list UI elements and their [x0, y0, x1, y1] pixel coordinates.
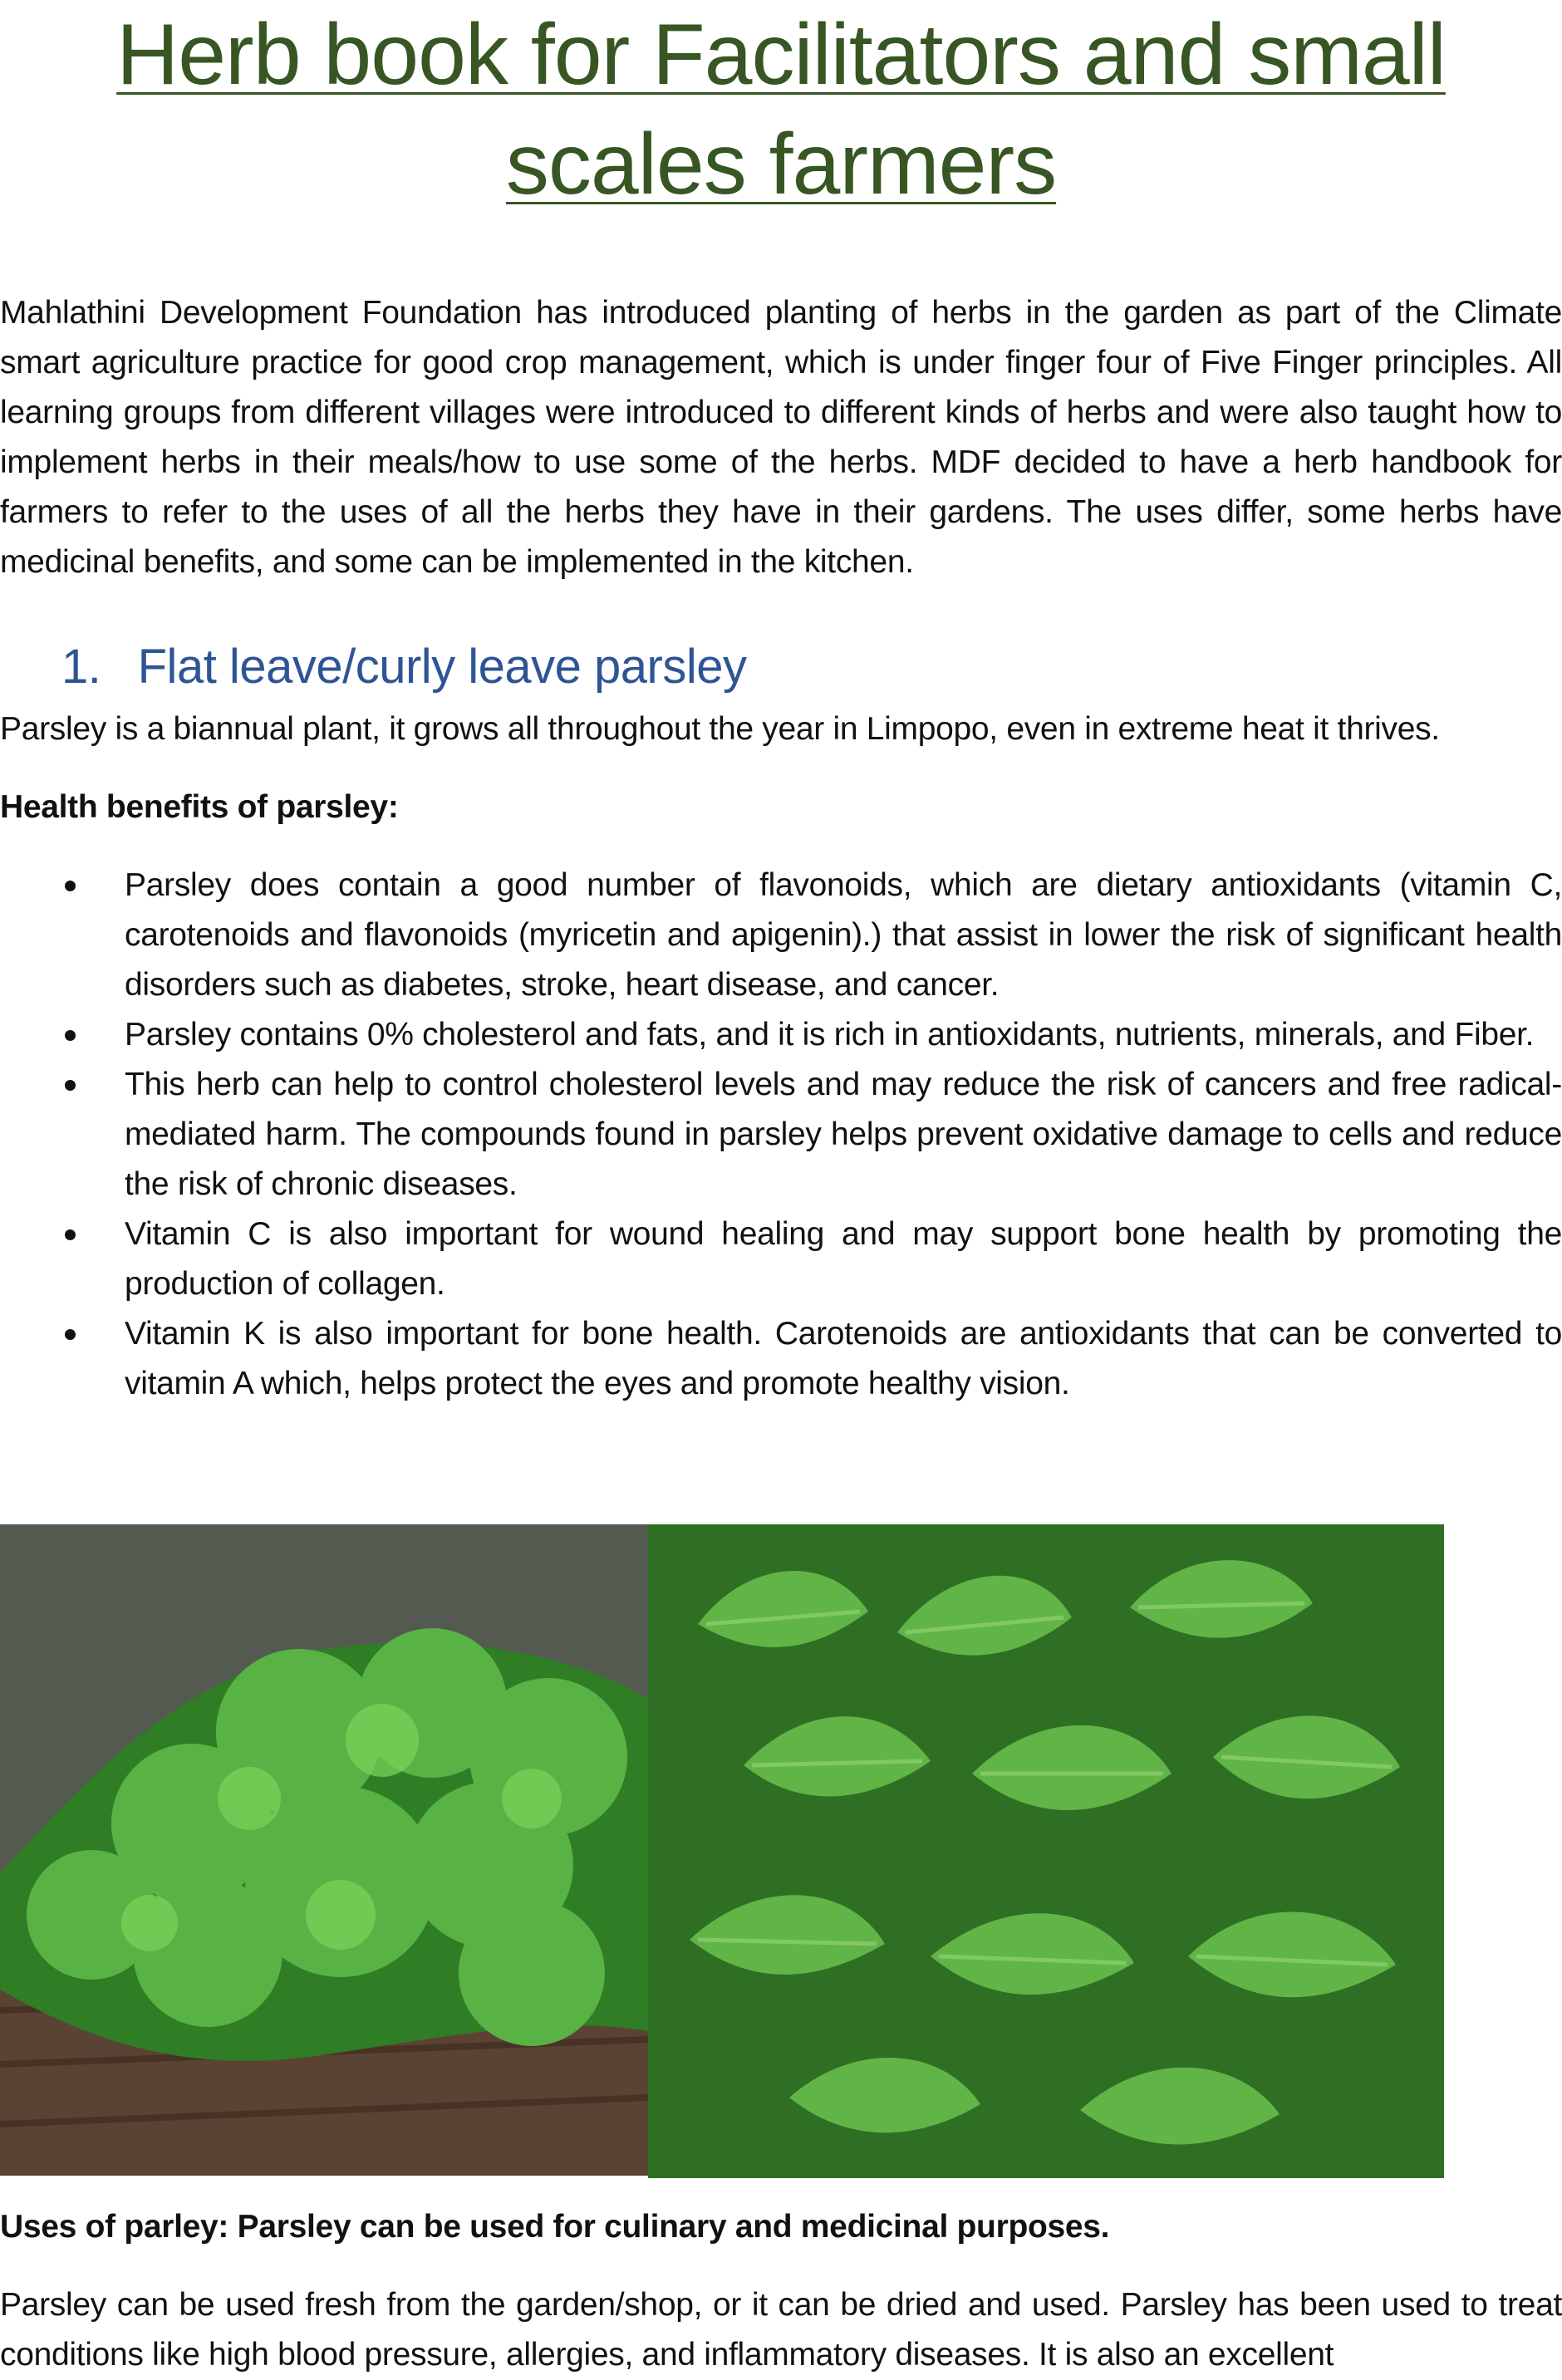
- bullet-icon: [65, 1229, 76, 1240]
- list-item: [0, 1060, 1562, 1210]
- section-number: 1.: [61, 640, 101, 694]
- benefit-text: This herb can help to control cholesterol levels and may reduce the risk of cancers and free radical-mediated harm. The compounds found in parsley helps prevent oxidative damage to cells and reduce the risk of chronic diseases.: [125, 1067, 1562, 1202]
- uses-title: Uses of parley: Parsley can be used for culinary and medicinal purposes.: [0, 2209, 1110, 2245]
- benefit-text: Vitamin K is also important for bone health. Carotenoids are antioxidants that can be converted to vitamin A which, helps protect the eyes and promote healthy vision.: [125, 1316, 1562, 1401]
- flat-parsley-photo: [648, 1524, 1444, 2178]
- curly-parsley-illustration: [0, 1524, 648, 2176]
- health-benefits-list: [0, 861, 1562, 1409]
- bullet-icon: [65, 1030, 76, 1041]
- list-item: [0, 1210, 1562, 1309]
- benefit-text: Parsley contains 0% cholesterol and fats, and it is rich in antioxidants, nutrients, minerals, and Fiber.: [125, 1017, 1535, 1053]
- curly-parsley-photo: [0, 1524, 648, 2176]
- health-benefits-label: Health benefits of parsley:: [0, 789, 399, 825]
- page-title: Herb book for Facilitators and small scales farmers: [116, 7, 1446, 213]
- parsley-photo-row: [0, 1524, 1446, 2178]
- uses-paragraph: Parsley can be used fresh from the garden/shop, or it can be dried and used. Parsley has been used to treat conditions like high blood pressure, allergies, and inflammatory diseases. It is also an excellent: [0, 2287, 1562, 2373]
- flat-parsley-illustration: [648, 1524, 1444, 2178]
- bullet-icon: [65, 881, 76, 891]
- section-title: Flat leave/curly leave parsley: [137, 640, 747, 694]
- intro-paragraph: Mahlathini Development Foundation has introduced planting of herbs in the garden as part of the Climate smart agriculture practice for good crop management, which is under finger four of Five Finger principles. All learning groups from different villages were introduced to different kinds of herbs and were also taught how to implement herbs in their meals/how to use some of the herbs. MDF decided to have a herb handbook for farmers to refer to the uses of all the herbs they have in their gardens. The uses differ, some herbs have medicinal benefits, and some can be implemented in the kitchen.: [0, 295, 1562, 580]
- bullet-icon: [65, 1329, 76, 1340]
- section-description: Parsley is a biannual plant, it grows all throughout the year in Limpopo, even in extreme heat it thrives.: [0, 711, 1440, 747]
- bullet-icon: [65, 1080, 76, 1091]
- benefit-text: Vitamin C is also important for wound healing and may support bone health by promoting the production of collagen.: [125, 1216, 1562, 1302]
- section-heading: [61, 635, 747, 699]
- list-item: [0, 861, 1562, 1010]
- list-item: [0, 1010, 1562, 1060]
- benefit-text: Parsley does contain a good number of flavonoids, which are dietary antioxidants (vitamin C, carotenoids and flavonoids (myricetin and apigenin).) that assist in lower the risk of significant health disorders such as diabetes, stroke, heart disease, and cancer.: [125, 867, 1562, 1003]
- list-item: [0, 1309, 1562, 1409]
